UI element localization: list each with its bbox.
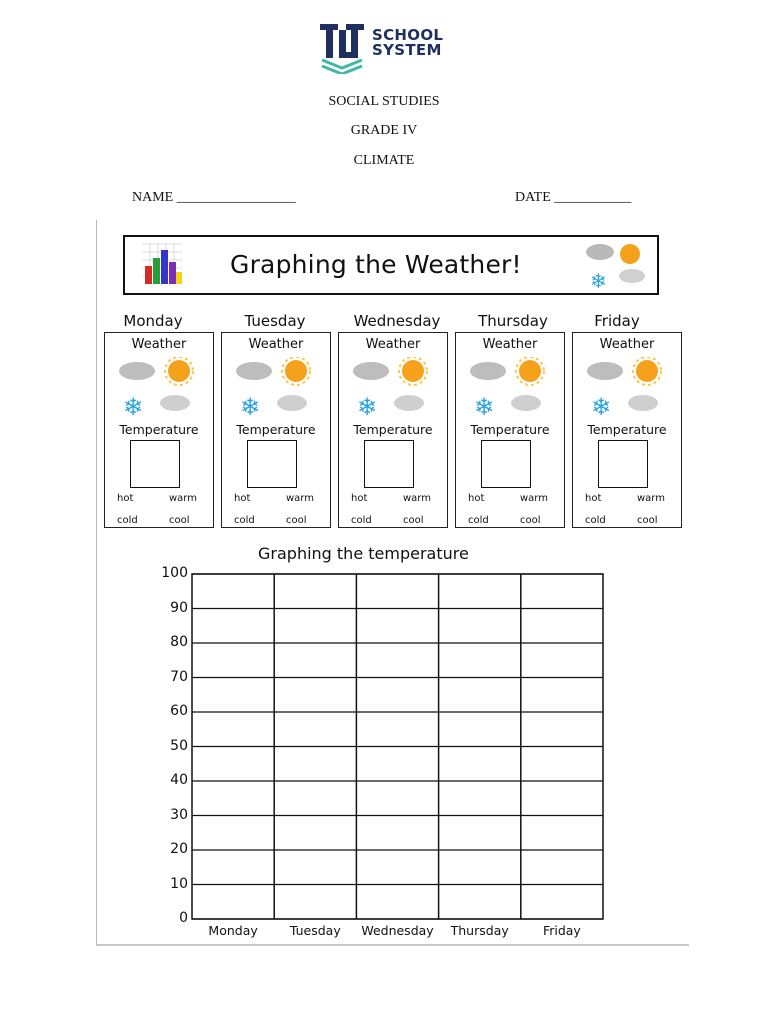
option-hot[interactable]: hot (468, 493, 485, 504)
temperature-grid[interactable] (150, 560, 620, 925)
subject-heading: SOCIAL STUDIES (328, 94, 440, 109)
day-heading-thursday: Thursday (478, 312, 548, 330)
option-cool[interactable]: cool (286, 515, 307, 526)
weather-card-friday (572, 332, 682, 528)
weather-icons (582, 240, 652, 292)
weather-label: Weather (482, 337, 538, 352)
temperature-input-box[interactable] (481, 440, 531, 488)
x-tick-label-wednesday: Wednesday (361, 923, 434, 938)
temperature-label: Temperature (470, 422, 550, 437)
weather-options-icons[interactable] (583, 357, 673, 419)
temperature-label: Temperature (236, 422, 316, 437)
y-tick-label: 50 (170, 737, 188, 754)
cloud-icon (628, 395, 658, 411)
x-tick-label-monday: Monday (208, 923, 258, 938)
option-cool[interactable]: cool (520, 515, 541, 526)
logo-line1: SCHOOL (372, 26, 444, 44)
day-heading-friday: Friday (594, 312, 640, 330)
option-warm[interactable]: warm (169, 493, 197, 504)
option-cool[interactable]: cool (637, 515, 658, 526)
weather-card-monday (104, 332, 214, 528)
x-tick-label-tuesday: Tuesday (289, 923, 341, 938)
cloud-icon (394, 395, 424, 411)
weather-options-icons[interactable] (466, 357, 556, 419)
x-tick-label-friday: Friday (542, 923, 581, 938)
option-hot[interactable]: hot (117, 493, 134, 504)
y-tick-label: 80 (170, 634, 188, 650)
y-tick-label: 70 (170, 668, 188, 685)
cloud-rain-icon (236, 362, 272, 380)
weather-label: Weather (365, 337, 421, 352)
sun-icon (402, 360, 424, 382)
y-tick-label: 30 (170, 806, 188, 823)
option-hot[interactable]: hot (234, 493, 251, 504)
cloud-icon (160, 395, 190, 411)
snowflake-icon: ❄ (357, 393, 378, 419)
weather-label: Weather (131, 337, 187, 352)
y-tick-label: 90 (170, 599, 188, 616)
svg-text:❄: ❄ (590, 269, 607, 292)
y-tick-label: 40 (170, 772, 188, 788)
cloud-rain-icon (119, 362, 155, 380)
temperature-input-box[interactable] (364, 440, 414, 488)
option-cold[interactable]: cold (117, 515, 138, 526)
logo-line2: SYSTEM (372, 41, 442, 59)
snowflake-icon: ❄ (240, 393, 261, 419)
bar-chart-icon (140, 242, 184, 288)
y-tick-label: 100 (161, 565, 188, 581)
weather-card-tuesday (221, 332, 331, 528)
banner-title: Graphing the Weather! (230, 250, 522, 279)
temperature-input-box[interactable] (247, 440, 297, 488)
cloud-icon (511, 395, 541, 411)
option-warm[interactable]: warm (403, 493, 431, 504)
day-heading-wednesday: Wednesday (353, 312, 441, 330)
sun-icon (168, 360, 190, 382)
weather-label: Weather (599, 337, 655, 352)
sun-icon (636, 360, 658, 382)
weather-label: Weather (248, 337, 304, 352)
topic-heading: CLIMATE (353, 153, 415, 168)
temperature-label: Temperature (119, 422, 199, 437)
y-tick-label: 60 (170, 703, 188, 719)
option-warm[interactable]: warm (520, 493, 548, 504)
option-hot[interactable]: hot (585, 493, 602, 504)
sun-icon (285, 360, 307, 382)
cloud-rain-icon (353, 362, 389, 380)
temperature-input-box[interactable] (598, 440, 648, 488)
weather-options-icons[interactable] (115, 357, 205, 419)
cloud-rain-icon (470, 362, 506, 380)
option-cool[interactable]: cool (403, 515, 424, 526)
cloud-rain-icon (587, 362, 623, 380)
y-tick-label: 20 (170, 841, 188, 857)
cloud-icon (277, 395, 307, 411)
option-cold[interactable]: cold (234, 515, 255, 526)
option-warm[interactable]: warm (637, 493, 665, 504)
weather-options-icons[interactable] (349, 357, 439, 419)
snowflake-icon: ❄ (123, 393, 144, 419)
date-field[interactable]: DATE ___________ (515, 190, 632, 205)
option-cold[interactable]: cold (585, 515, 606, 526)
weather-card-wednesday (338, 332, 448, 528)
day-heading-monday: Monday (123, 312, 183, 330)
day-heading-tuesday: Tuesday (244, 312, 306, 330)
school-logo-icon (320, 22, 364, 74)
option-cold[interactable]: cold (351, 515, 372, 526)
x-tick-label-thursday: Thursday (450, 923, 509, 938)
weather-card-thursday (455, 332, 565, 528)
name-field[interactable]: NAME _________________ (132, 190, 296, 205)
option-cold[interactable]: cold (468, 515, 489, 526)
snowflake-icon: ❄ (474, 393, 495, 419)
temperature-label: Temperature (353, 422, 433, 437)
temperature-input-box[interactable] (130, 440, 180, 488)
sun-icon (519, 360, 541, 382)
snowflake-icon: ❄ (591, 393, 612, 419)
option-cool[interactable]: cool (169, 515, 190, 526)
logo-text (372, 28, 443, 58)
y-tick-label: 0 (179, 910, 188, 926)
option-warm[interactable]: warm (286, 493, 314, 504)
y-tick-label: 10 (170, 875, 188, 892)
grade-heading: GRADE IV (350, 123, 418, 138)
option-hot[interactable]: hot (351, 493, 368, 504)
chart-title: Graphing the temperature (258, 544, 469, 563)
weather-options-icons[interactable] (232, 357, 322, 419)
temperature-label: Temperature (587, 422, 667, 437)
